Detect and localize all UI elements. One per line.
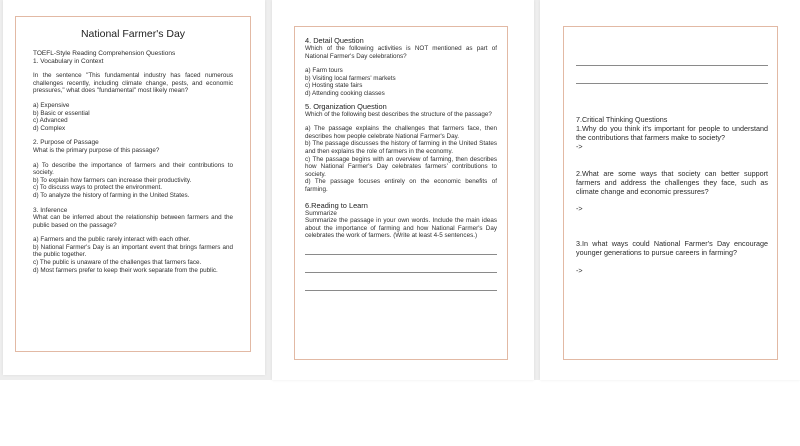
answer-line <box>305 272 497 273</box>
question-text: What can be inferred about the relationship between farmers and the public based on the passage? <box>33 214 233 229</box>
answer-option: b) The passage discusses the history of farming in the United States and then explains the role of farmers in the economy. <box>305 140 497 155</box>
worksheet-page-3 <box>540 0 800 380</box>
page-1-content <box>33 22 233 274</box>
answer-marker: -> <box>576 204 583 213</box>
section-heading: 5. Organization Question <box>305 101 387 111</box>
question-text: In the sentence "This fundamental industry has faced numerous challenges recently, including climate change, pests, and economic pressures," what does "fundamental" most likely mean? <box>33 72 233 95</box>
answer-option: a) Farm tours <box>305 67 343 75</box>
answer-option: c) The passage begins with an overview of farming, then describes how National Farmer's Day celebrates farmers' contributions to society. <box>305 155 497 178</box>
question-text: Which of the following best describes the structure of the passage? <box>305 110 492 118</box>
section-heading: 1. Vocabulary in Context <box>33 57 104 65</box>
answer-option: a) Expensive <box>33 101 70 109</box>
answer-option: a) To describe the importance of farmers and their contributions to society. <box>33 161 233 177</box>
answer-line <box>576 65 768 66</box>
page-3-content <box>576 36 768 275</box>
answer-line <box>305 254 497 255</box>
answer-option: d) Most farmers prefer to keep their work separate from the public. <box>33 266 218 274</box>
section-heading: 7.Critical Thinking Questions <box>576 115 668 124</box>
answer-line <box>305 290 497 291</box>
question-text: Which of the following activities is NOT mentioned as part of National Farmer's Day celebrations? <box>305 45 497 60</box>
answer-option: d) The passage focuses entirely on the economic benefits of farming. <box>305 178 497 193</box>
question-text: 1.Why do you think it's important for people to understand the contributions that farmers make to society? <box>576 124 768 142</box>
worksheet-page-1 <box>3 0 265 375</box>
answer-marker: -> <box>576 142 583 151</box>
answer-option: c) The public is unaware of the challenges that farmers face. <box>33 259 202 267</box>
answer-option: a) Farmers and the public rarely interact with each other. <box>33 236 191 244</box>
question-text: Summarize the passage in your own words. Include the main ideas about the importance of farming and how National Farmer's Day celebrates the work of farmers. (Write at least 4-5 sentences.) <box>305 217 497 240</box>
answer-option: c) Hosting state fairs <box>305 82 363 90</box>
section-heading: 3. Inference <box>33 206 68 214</box>
answer-option: d) Complex <box>33 124 66 132</box>
answer-option: b) National Farmer's Day is an important event that brings farmers and the public together. <box>33 243 233 259</box>
page-title: National Farmer's Day <box>80 28 186 40</box>
section-heading: 2. Purpose of Passage <box>33 139 99 147</box>
question-text: What is the primary purpose of this passage? <box>33 146 160 154</box>
answer-marker: -> <box>576 266 583 275</box>
answer-option: c) To discuss ways to protect the environment. <box>33 184 163 192</box>
answer-option: a) The passage explains the challenges that farmers face, then describes how people celebrate National Farmer's Day. <box>305 125 497 140</box>
answer-option: d) Attending cooking classes <box>305 89 385 97</box>
answer-option: d) To analyze the history of farming in the United States. <box>33 191 190 199</box>
section-heading: 6.Reading to Learn <box>305 200 368 210</box>
question-text: 3.In what ways could National Farmer's Day encourage younger generations to pursue careers in farming? <box>576 239 768 257</box>
page-2-content <box>305 36 497 291</box>
section-heading: 4. Detail Question <box>305 36 364 45</box>
section-subheading: Summarize <box>305 209 337 217</box>
answer-option: c) Advanced <box>33 117 68 125</box>
question-text: 2.What are some ways that society can better support farmers and address the challenges they face, such as climate change and economic pressures? <box>576 169 768 196</box>
worksheet-page-2 <box>272 0 534 380</box>
answer-option: b) To explain how farmers can increase their productivity. <box>33 176 192 184</box>
answer-option: b) Visiting local farmers' markets <box>305 74 396 82</box>
answer-option: b) Basic or essential <box>33 109 90 117</box>
worksheet-subtitle: TOEFL-Style Reading Comprehension Questions <box>33 50 176 57</box>
